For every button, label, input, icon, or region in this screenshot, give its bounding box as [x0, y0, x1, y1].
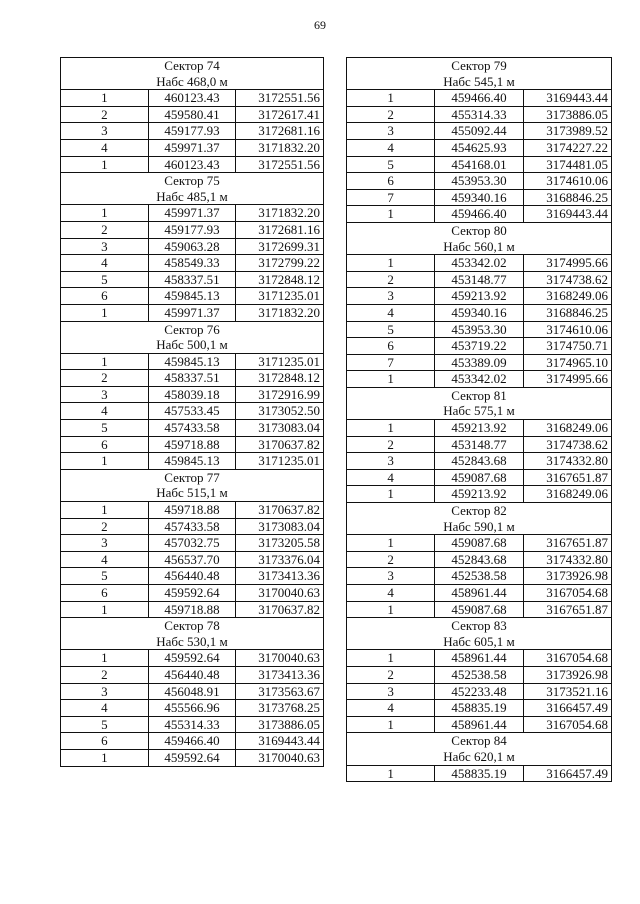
table-row	[61, 271, 324, 288]
point-number: 6	[61, 585, 149, 602]
y-coordinate: 3172699.31	[236, 238, 324, 255]
y-coordinate: 3170040.63	[236, 650, 324, 667]
x-coordinate: 459213.92	[435, 486, 523, 503]
table-row	[347, 371, 612, 388]
sector-title: Сектор 79	[347, 58, 612, 74]
sector-height: Набс 575,1 м	[347, 403, 612, 419]
table-row	[61, 518, 324, 535]
sector-title: Сектор 82	[347, 503, 612, 519]
table-row	[61, 90, 324, 107]
x-coordinate: 457032.75	[148, 535, 236, 552]
y-coordinate: 3166457.49	[523, 700, 611, 717]
point-number: 2	[61, 106, 149, 123]
point-number: 5	[347, 156, 435, 173]
y-coordinate: 3169443.44	[523, 90, 611, 107]
table-row	[61, 683, 324, 700]
table-row	[61, 123, 324, 140]
table-row	[61, 106, 324, 123]
x-coordinate: 452843.68	[435, 453, 523, 470]
table-row	[347, 123, 612, 140]
x-coordinate: 454625.93	[435, 139, 523, 156]
x-coordinate: 457533.45	[148, 403, 236, 420]
y-coordinate: 3167651.87	[523, 469, 611, 486]
y-coordinate: 3171235.01	[236, 353, 324, 370]
sector-title: Сектор 78	[61, 618, 324, 634]
sector-height: Набс 468,0 м	[61, 74, 324, 90]
sector-title: Сектор 80	[347, 222, 612, 238]
y-coordinate: 3173205.58	[236, 535, 324, 552]
table-row	[347, 666, 612, 683]
point-number: 1	[347, 601, 435, 618]
table-row	[347, 288, 612, 305]
point-number: 3	[347, 288, 435, 305]
y-coordinate: 3167054.68	[523, 716, 611, 733]
point-number: 1	[347, 206, 435, 223]
y-coordinate: 3174610.06	[523, 173, 611, 190]
x-coordinate: 459063.28	[148, 238, 236, 255]
y-coordinate: 3167651.87	[523, 535, 611, 552]
point-number: 1	[347, 486, 435, 503]
left-column	[60, 57, 324, 767]
x-coordinate: 453719.22	[435, 338, 523, 355]
point-number: 3	[61, 123, 149, 140]
sector-height: Набс 500,1 м	[61, 337, 324, 353]
y-coordinate: 3167054.68	[523, 650, 611, 667]
x-coordinate: 452538.58	[435, 666, 523, 683]
y-coordinate: 3172681.16	[236, 123, 324, 140]
table-row	[347, 469, 612, 486]
table-row	[347, 453, 612, 470]
sector-title: Сектор 83	[347, 618, 612, 634]
sector-title: Сектор 84	[347, 733, 612, 749]
point-number: 6	[61, 733, 149, 750]
x-coordinate: 459718.88	[148, 601, 236, 618]
point-number: 4	[61, 139, 149, 156]
y-coordinate: 3174738.62	[523, 436, 611, 453]
y-coordinate: 3170637.82	[236, 436, 324, 453]
point-number: 4	[347, 139, 435, 156]
x-coordinate: 457433.58	[148, 518, 236, 535]
table-row	[61, 551, 324, 568]
x-coordinate: 459213.92	[435, 420, 523, 437]
point-number: 1	[347, 765, 435, 782]
x-coordinate: 459087.68	[435, 469, 523, 486]
table-row	[61, 255, 324, 272]
x-coordinate: 458337.51	[148, 370, 236, 387]
table-row	[347, 206, 612, 223]
table-row	[347, 255, 612, 272]
point-number: 7	[347, 354, 435, 371]
x-coordinate: 456440.48	[148, 568, 236, 585]
x-coordinate: 458039.18	[148, 386, 236, 403]
point-number: 4	[347, 304, 435, 321]
x-coordinate: 459592.64	[148, 585, 236, 602]
x-coordinate: 459213.92	[435, 288, 523, 305]
sector-height: Набс 515,1 м	[61, 485, 324, 501]
y-coordinate: 3167651.87	[523, 601, 611, 618]
table-row	[61, 156, 324, 173]
y-coordinate: 3173563.67	[236, 683, 324, 700]
x-coordinate: 459592.64	[148, 650, 236, 667]
x-coordinate: 458835.19	[435, 765, 523, 782]
point-number: 1	[61, 650, 149, 667]
point-number: 3	[61, 386, 149, 403]
y-coordinate: 3174332.80	[523, 453, 611, 470]
x-coordinate: 459177.93	[148, 221, 236, 238]
table-row	[61, 502, 324, 519]
point-number: 6	[61, 288, 149, 305]
x-coordinate: 455092.44	[435, 123, 523, 140]
x-coordinate: 459718.88	[148, 502, 236, 519]
sector-height: Набс 590,1 м	[347, 519, 612, 535]
table-row	[61, 585, 324, 602]
table-row	[61, 666, 324, 683]
table-row	[347, 683, 612, 700]
table-row	[347, 436, 612, 453]
table-row	[347, 106, 612, 123]
table-row	[347, 716, 612, 733]
point-number: 1	[347, 255, 435, 272]
x-coordinate: 459718.88	[148, 436, 236, 453]
y-coordinate: 3173083.04	[236, 518, 324, 535]
x-coordinate: 453953.30	[435, 173, 523, 190]
y-coordinate: 3170637.82	[236, 601, 324, 618]
y-coordinate: 3168846.25	[523, 304, 611, 321]
y-coordinate: 3172617.41	[236, 106, 324, 123]
sector-table-left	[60, 57, 324, 767]
point-number: 4	[61, 255, 149, 272]
x-coordinate: 459845.13	[148, 453, 236, 470]
sector-title: Сектор 76	[61, 321, 324, 337]
table-row	[347, 765, 612, 782]
point-number: 2	[61, 666, 149, 683]
y-coordinate: 3173376.04	[236, 551, 324, 568]
table-row	[61, 716, 324, 733]
table-row	[61, 221, 324, 238]
point-number: 5	[61, 716, 149, 733]
y-coordinate: 3171832.20	[236, 139, 324, 156]
x-coordinate: 453148.77	[435, 271, 523, 288]
point-number: 1	[347, 716, 435, 733]
y-coordinate: 3169443.44	[236, 733, 324, 750]
x-coordinate: 459845.13	[148, 288, 236, 305]
y-coordinate: 3170040.63	[236, 585, 324, 602]
y-coordinate: 3174610.06	[523, 321, 611, 338]
x-coordinate: 452538.58	[435, 568, 523, 585]
y-coordinate: 3173886.05	[236, 716, 324, 733]
point-number: 1	[61, 156, 149, 173]
sector-height: Набс 530,1 м	[61, 634, 324, 650]
y-coordinate: 3174227.22	[523, 139, 611, 156]
point-number: 2	[347, 106, 435, 123]
x-coordinate: 458835.19	[435, 700, 523, 717]
table-row	[61, 650, 324, 667]
point-number: 2	[347, 271, 435, 288]
sector-height: Набс 545,1 м	[347, 74, 612, 90]
y-coordinate: 3169443.44	[523, 206, 611, 223]
y-coordinate: 3172848.12	[236, 370, 324, 387]
point-number: 1	[347, 90, 435, 107]
point-number: 2	[347, 436, 435, 453]
table-row	[61, 700, 324, 717]
point-number: 2	[347, 551, 435, 568]
point-number: 5	[61, 568, 149, 585]
x-coordinate: 459466.40	[148, 733, 236, 750]
x-coordinate: 459340.16	[435, 304, 523, 321]
x-coordinate: 455314.33	[148, 716, 236, 733]
sector-title: Сектор 74	[61, 58, 324, 74]
point-number: 7	[347, 189, 435, 206]
sector-table-right	[346, 57, 612, 782]
table-row	[61, 733, 324, 750]
point-number: 6	[347, 338, 435, 355]
point-number: 4	[61, 403, 149, 420]
y-coordinate: 3173989.52	[523, 123, 611, 140]
table-row	[61, 749, 324, 766]
x-coordinate: 459845.13	[148, 353, 236, 370]
table-row	[61, 205, 324, 222]
x-coordinate: 452843.68	[435, 551, 523, 568]
y-coordinate: 3173413.36	[236, 568, 324, 585]
x-coordinate: 459592.64	[148, 749, 236, 766]
sector-title: Сектор 77	[61, 469, 324, 485]
y-coordinate: 3174750.71	[523, 338, 611, 355]
x-coordinate: 460123.43	[148, 156, 236, 173]
y-coordinate: 3172681.16	[236, 221, 324, 238]
x-coordinate: 458961.44	[435, 650, 523, 667]
y-coordinate: 3168249.06	[523, 288, 611, 305]
x-coordinate: 457433.58	[148, 420, 236, 437]
table-row	[347, 551, 612, 568]
y-coordinate: 3168249.06	[523, 420, 611, 437]
sector-height: Набс 605,1 м	[347, 634, 612, 650]
point-number: 5	[347, 321, 435, 338]
y-coordinate: 3173052.50	[236, 403, 324, 420]
x-coordinate: 453342.02	[435, 371, 523, 388]
y-coordinate: 3173413.36	[236, 666, 324, 683]
table-row	[347, 420, 612, 437]
y-coordinate: 3173083.04	[236, 420, 324, 437]
x-coordinate: 460123.43	[148, 90, 236, 107]
x-coordinate: 458337.51	[148, 271, 236, 288]
table-row	[347, 90, 612, 107]
x-coordinate: 458961.44	[435, 716, 523, 733]
x-coordinate: 459971.37	[148, 205, 236, 222]
table-row	[347, 568, 612, 585]
point-number: 1	[61, 304, 149, 321]
point-number: 1	[347, 371, 435, 388]
y-coordinate: 3171235.01	[236, 453, 324, 470]
table-row	[347, 486, 612, 503]
table-row	[347, 354, 612, 371]
point-number: 1	[347, 650, 435, 667]
point-number: 2	[61, 518, 149, 535]
table-row	[61, 535, 324, 552]
point-number: 3	[347, 683, 435, 700]
table-row	[61, 370, 324, 387]
y-coordinate: 3174738.62	[523, 271, 611, 288]
table-row	[347, 189, 612, 206]
x-coordinate: 459340.16	[435, 189, 523, 206]
point-number: 2	[61, 370, 149, 387]
table-row	[61, 453, 324, 470]
y-coordinate: 3173521.16	[523, 683, 611, 700]
point-number: 1	[61, 749, 149, 766]
y-coordinate: 3174995.66	[523, 255, 611, 272]
table-row	[61, 288, 324, 305]
sector-title: Сектор 75	[61, 173, 324, 189]
y-coordinate: 3174332.80	[523, 551, 611, 568]
y-coordinate: 3170040.63	[236, 749, 324, 766]
point-number: 4	[61, 551, 149, 568]
point-number: 3	[61, 535, 149, 552]
point-number: 2	[61, 221, 149, 238]
point-number: 1	[347, 535, 435, 552]
table-row	[347, 601, 612, 618]
point-number: 6	[347, 173, 435, 190]
sector-height: Набс 620,1 м	[347, 749, 612, 765]
table-row	[61, 353, 324, 370]
x-coordinate: 459580.41	[148, 106, 236, 123]
table-row	[347, 156, 612, 173]
y-coordinate: 3167054.68	[523, 585, 611, 602]
y-coordinate: 3173926.98	[523, 568, 611, 585]
y-coordinate: 3172551.56	[236, 156, 324, 173]
y-coordinate: 3174995.66	[523, 371, 611, 388]
y-coordinate: 3172848.12	[236, 271, 324, 288]
y-coordinate: 3174481.05	[523, 156, 611, 173]
y-coordinate: 3168846.25	[523, 189, 611, 206]
point-number: 3	[347, 453, 435, 470]
point-number: 1	[61, 502, 149, 519]
x-coordinate: 455566.96	[148, 700, 236, 717]
x-coordinate: 459087.68	[435, 535, 523, 552]
point-number: 1	[61, 90, 149, 107]
x-coordinate: 453342.02	[435, 255, 523, 272]
point-number: 3	[61, 683, 149, 700]
point-number: 3	[347, 568, 435, 585]
x-coordinate: 459466.40	[435, 90, 523, 107]
x-coordinate: 459087.68	[435, 601, 523, 618]
point-number: 1	[61, 353, 149, 370]
point-number: 2	[347, 666, 435, 683]
table-row	[347, 173, 612, 190]
x-coordinate: 458549.33	[148, 255, 236, 272]
point-number: 3	[347, 123, 435, 140]
table-row	[61, 238, 324, 255]
table-row	[61, 436, 324, 453]
table-row	[61, 568, 324, 585]
point-number: 1	[61, 453, 149, 470]
y-coordinate: 3174965.10	[523, 354, 611, 371]
point-number: 1	[61, 205, 149, 222]
y-coordinate: 3172551.56	[236, 90, 324, 107]
table-row	[61, 386, 324, 403]
table-row	[61, 403, 324, 420]
table-row	[61, 304, 324, 321]
y-coordinate: 3173926.98	[523, 666, 611, 683]
sector-height: Набс 560,1 м	[347, 239, 612, 255]
y-coordinate: 3170637.82	[236, 502, 324, 519]
table-row	[347, 139, 612, 156]
sector-height: Набс 485,1 м	[61, 189, 324, 205]
x-coordinate: 452233.48	[435, 683, 523, 700]
table-row	[347, 650, 612, 667]
table-row	[61, 601, 324, 618]
x-coordinate: 456440.48	[148, 666, 236, 683]
x-coordinate: 456537.70	[148, 551, 236, 568]
point-number: 3	[61, 238, 149, 255]
table-row	[61, 420, 324, 437]
point-number: 4	[347, 585, 435, 602]
table-row	[347, 700, 612, 717]
x-coordinate: 458961.44	[435, 585, 523, 602]
point-number: 5	[61, 271, 149, 288]
table-row	[347, 321, 612, 338]
table-row	[347, 304, 612, 321]
point-number: 1	[61, 601, 149, 618]
point-number: 6	[61, 436, 149, 453]
x-coordinate: 459971.37	[148, 304, 236, 321]
y-coordinate: 3173886.05	[523, 106, 611, 123]
x-coordinate: 459466.40	[435, 206, 523, 223]
sector-title: Сектор 81	[347, 387, 612, 403]
y-coordinate: 3166457.49	[523, 765, 611, 782]
x-coordinate: 453148.77	[435, 436, 523, 453]
page-number: 69	[314, 18, 326, 32]
y-coordinate: 3171832.20	[236, 304, 324, 321]
y-coordinate: 3172799.22	[236, 255, 324, 272]
x-coordinate: 454168.01	[435, 156, 523, 173]
y-coordinate: 3172916.99	[236, 386, 324, 403]
point-number: 5	[61, 420, 149, 437]
right-column	[346, 57, 612, 782]
x-coordinate: 455314.33	[435, 106, 523, 123]
point-number: 1	[347, 420, 435, 437]
y-coordinate: 3171832.20	[236, 205, 324, 222]
point-number: 4	[347, 700, 435, 717]
point-number: 4	[347, 469, 435, 486]
x-coordinate: 453953.30	[435, 321, 523, 338]
x-coordinate: 459971.37	[148, 139, 236, 156]
x-coordinate: 453389.09	[435, 354, 523, 371]
y-coordinate: 3171235.01	[236, 288, 324, 305]
table-row	[347, 271, 612, 288]
y-coordinate: 3173768.25	[236, 700, 324, 717]
table-row	[347, 535, 612, 552]
x-coordinate: 456048.91	[148, 683, 236, 700]
table-row	[61, 139, 324, 156]
y-coordinate: 3168249.06	[523, 486, 611, 503]
table-row	[347, 585, 612, 602]
table-row	[347, 338, 612, 355]
point-number: 4	[61, 700, 149, 717]
x-coordinate: 459177.93	[148, 123, 236, 140]
